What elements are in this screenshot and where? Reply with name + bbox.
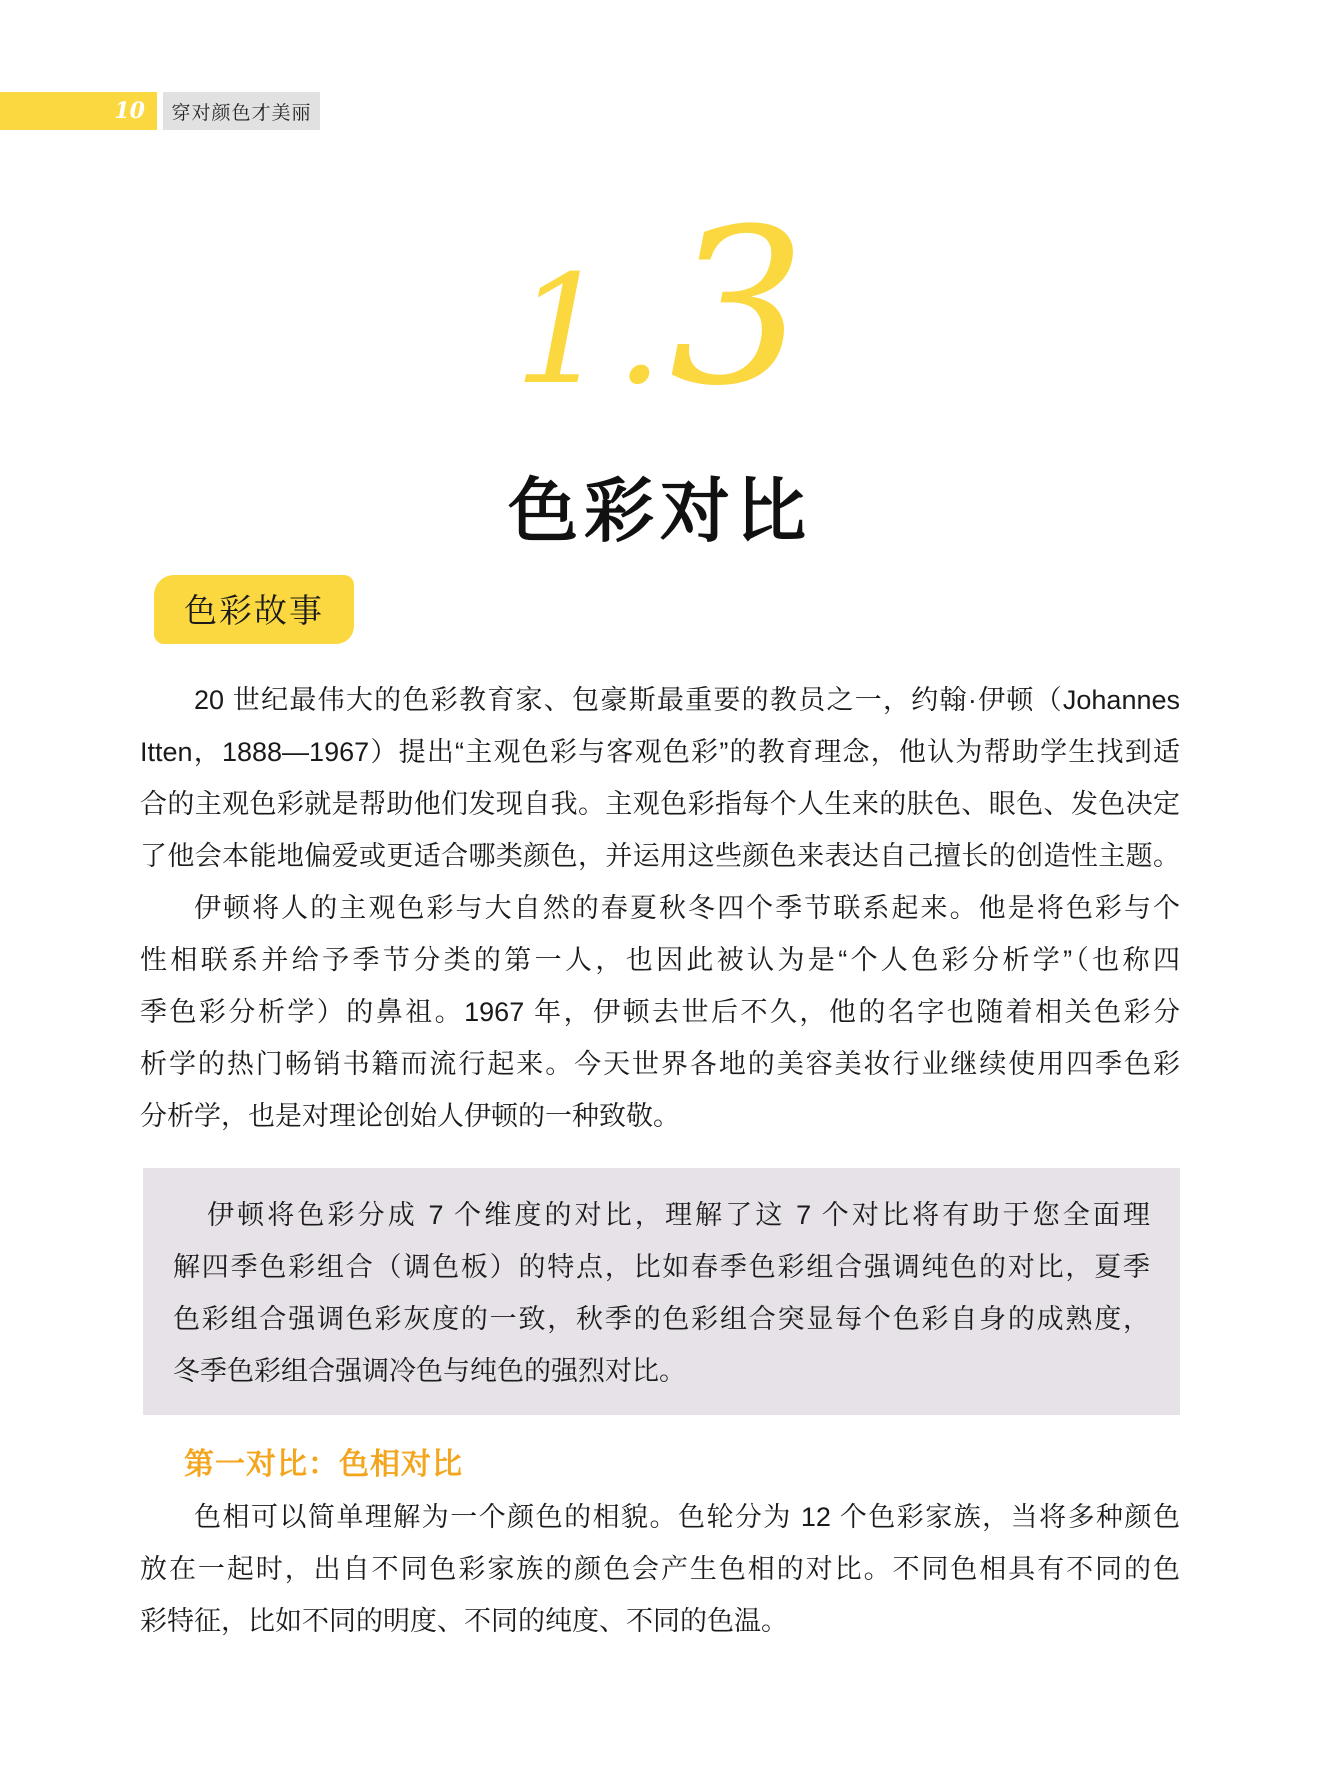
book-title: 穿对颜色才美丽 bbox=[171, 102, 312, 124]
paragraph-2 bbox=[140, 882, 1180, 1142]
chapter-number-small: 1. bbox=[514, 244, 670, 418]
text-line: 伊顿将色彩分成 7 个维度的对比，理解了这 7 个对比将有助于您全面理 bbox=[207, 1200, 1150, 1230]
page-content bbox=[140, 0, 1180, 1647]
paragraph-3 bbox=[140, 1491, 1180, 1647]
text-line: 合的主观色彩就是帮助他们发现自我。主观色彩指每个人生来的肤色、眼色、发色决定 bbox=[140, 789, 1180, 819]
chapter-title: 色彩对比 bbox=[508, 472, 812, 550]
text-line: 分析学，也是对理论创始人伊顿的一种致敬。 bbox=[140, 1101, 680, 1131]
chapter-number bbox=[140, 182, 1180, 443]
sub-heading: 第一对比：色相对比 bbox=[184, 1448, 463, 1481]
paragraph-1 bbox=[140, 674, 1180, 882]
callout-box bbox=[143, 1168, 1180, 1415]
text-line: 季色彩分析学）的鼻祖。1967 年，伊顿去世后不久，他的名字也随着相关色彩分 bbox=[140, 997, 1180, 1027]
text-line: 彩特征，比如不同的明度、不同的纯度、不同的色温。 bbox=[140, 1606, 788, 1636]
text-line: 伊顿将人的主观色彩与大自然的春夏秋冬四个季节联系起来。他是将色彩与个 bbox=[194, 893, 1180, 923]
text-line: 20 世纪最伟大的色彩教育家、包豪斯最重要的教员之一，约翰·伊顿（Johannes bbox=[194, 685, 1180, 715]
page-number: 10 bbox=[114, 98, 145, 124]
text-line: 了他会本能地偏爱或更适合哪类颜色，并运用这些颜色来表达自己擅长的创造性主题。 bbox=[140, 841, 1180, 871]
text-line: 解四季色彩组合（调色板）的特点，比如春季色彩组合强调纯色的对比，夏季 bbox=[173, 1252, 1150, 1282]
story-tag: 色彩故事 bbox=[154, 575, 354, 644]
text-line: Itten，1888—1967）提出“主观色彩与客观色彩”的教育理念，他认为帮助学生找到适 bbox=[140, 737, 1180, 767]
text-line: 冬季色彩组合强调冷色与纯色的强烈对比。 bbox=[173, 1356, 686, 1386]
text-line: 色相可以简单理解为一个颜色的相貌。色轮分为 12 个色彩家族，当将多种颜色 bbox=[194, 1502, 1180, 1532]
text-line: 性相联系并给予季节分类的第一人，也因此被认为是“个人色彩分析学”（也称四 bbox=[140, 945, 1180, 975]
text-line: 析学的热门畅销书籍而流行起来。今天世界各地的美容美妆行业继续使用四季色彩 bbox=[140, 1049, 1180, 1079]
chapter-number-large: 3 bbox=[669, 182, 806, 433]
folio-bar bbox=[0, 92, 157, 130]
text-line: 放在一起时，出自不同色彩家族的颜色会产生色相的对比。不同色相具有不同的色 bbox=[140, 1554, 1180, 1584]
text-line: 色彩组合强调色彩灰度的一致，秋季的色彩组合突显每个色彩自身的成熟度， bbox=[173, 1304, 1150, 1334]
